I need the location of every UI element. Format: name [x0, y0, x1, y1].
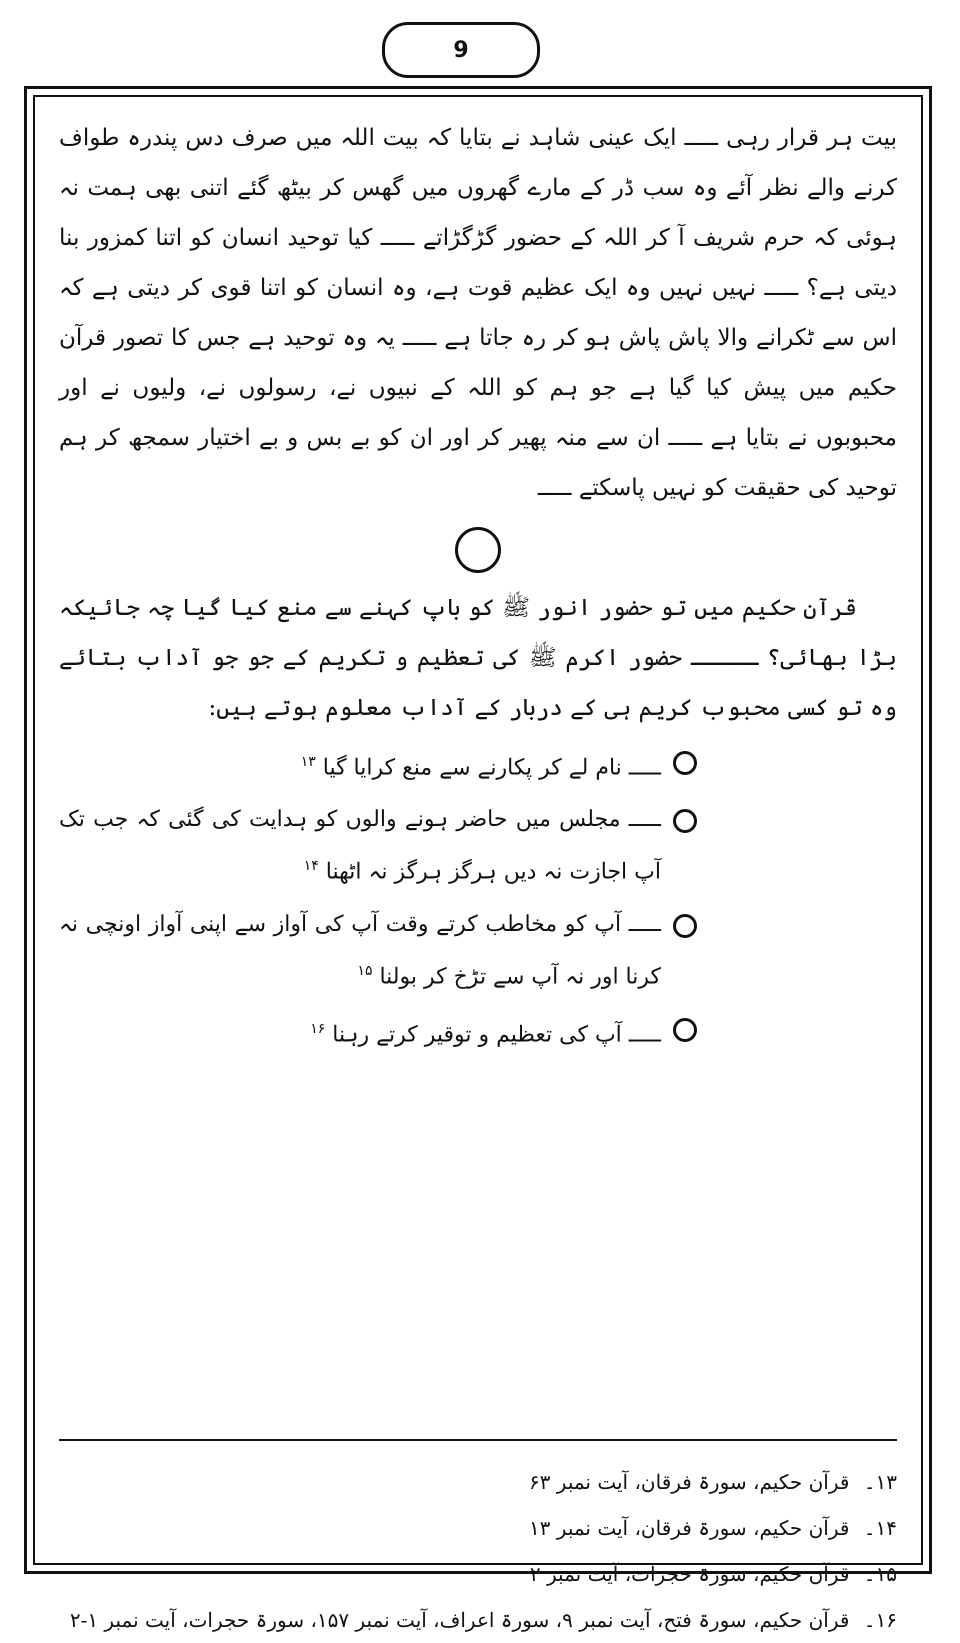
- list-item: [59, 739, 697, 791]
- list-item: [59, 902, 697, 1000]
- footnote-text: قرآن حکیم، سورۃ فرقان، آیت نمبر ۶۳: [528, 1470, 850, 1494]
- page-number: [382, 22, 540, 78]
- etiquette-list: [59, 739, 897, 1058]
- footnote-number: ۱۳۔: [863, 1470, 897, 1494]
- circle-bullet-icon: [673, 751, 697, 775]
- paragraph-1: بیت ہر قرار رہی ـــــ ایک عینی شاہد نے بتایا کہ بیت اللہ میں صرف دس پندرہ طواف کرنے والے نظر آئے وہ سب ڈر کے مارے گھروں میں گھس کر بیٹھ گئے اتنی بھی ہمت نہ ہوئی کہ حرم شریف آ کر اللہ کے حضور گڑگڑاتے ـــــ کیا توحید انسان کو اتنا کمزور بنا دیتی ہے؟ ـــــ نہیں نہیں وہ ایک عظیم قوت ہے، وہ انسان کو اتنا قوی کر دیتی ہے کہ اس سے ٹکرانے والا پاش پاش ہو کر رہ جاتا ہے ـــــ یہ وہ توحید ہے جس کا تصور قرآن حکیم میں پیش کیا گیا ہے جو ہم کو اللہ کے نبیوں نے، رسولوں نے، ولیوں نے اور محبوبوں نے بتایا ہے ـــــ ان سے منہ پھیر کر اور ان کو بے بس و بے اختیار سمجھ کر ہم توحید کی حقیقت کو نہیں پاسکتے ـــــ: [59, 125, 897, 501]
- circle-bullet-icon: [673, 914, 697, 938]
- page-frame-inner: [33, 95, 923, 1632]
- page-number-text: 9: [453, 37, 469, 63]
- footnote-ref: ۱۳: [300, 754, 316, 770]
- list-item-text: ـــــ آپ کو مخاطب کرتے وقت آپ کی آواز سے اپنی آواز اونچی نہ کرنا اور نہ آپ سے تڑخ کر بولنا: [59, 911, 661, 989]
- footnote-ref: ۱۶: [310, 1020, 326, 1037]
- footnote-number: ۱۶۔: [863, 1608, 897, 1632]
- circle-separator-icon: [455, 527, 501, 573]
- footnote: [59, 1551, 897, 1597]
- footnote-text: قرآن حکیم، سورۃ حجرات، آیت نمبر ۲: [529, 1562, 850, 1586]
- circle-bullet-icon: [673, 809, 697, 833]
- footnote: [59, 1459, 897, 1505]
- list-item-text: ـــــ مجلس میں حاضر ہونے والوں کو ہدایت کی گئی کہ جب تک آپ اجازت نہ دیں ہرگز ہرگز نہ اٹھنا: [59, 807, 661, 885]
- paragraph-2: قرآن حکیم میں تو حضور انور ﷺ کو باپ کہنے سے منع کیا گیا چہ جائیکہ بڑا بھائی؟ ـــــ حضور اکرم ﷺ کی تعظیم و تکریم کے جو جو آداب بتائے وہ تو کسی محبوب کریم ہی کے دربار کے آداب معلوم ہوتے ہیں:: [59, 595, 897, 721]
- footnote-number: ۱۵۔: [863, 1562, 897, 1586]
- footnote-number: ۱۴۔: [863, 1516, 897, 1540]
- footnote-ref: ۱۵: [357, 962, 373, 979]
- circle-bullet-icon: [673, 1018, 697, 1042]
- footnote: [59, 1505, 897, 1551]
- list-item: [59, 797, 697, 895]
- footnote-divider: [59, 1439, 897, 1441]
- list-item-text: ـــــ آپ کی تعظیم و توقیر کرتے رہنا: [332, 1022, 661, 1048]
- footnote-ref: ۱۴: [303, 858, 319, 875]
- list-item-text: ـــــ نام لے کر پکارنے سے منع کرایا گیا: [322, 755, 661, 781]
- main-text: [59, 113, 897, 1064]
- footnote-text: قرآن حکیم، سورۃ فتح، آیت نمبر ۹، سورۃ اعراف، آیت نمبر ۱۵۷، سورۃ حجرات، آیت نمبر ۱-۲: [69, 1608, 850, 1632]
- footnote: [59, 1597, 897, 1643]
- list-item: [59, 1006, 697, 1058]
- footnote-text: قرآن حکیم، سورۃ فرقان، آیت نمبر ۱۳: [528, 1516, 850, 1540]
- page-frame: [24, 86, 932, 1632]
- footnotes: [59, 1459, 897, 1643]
